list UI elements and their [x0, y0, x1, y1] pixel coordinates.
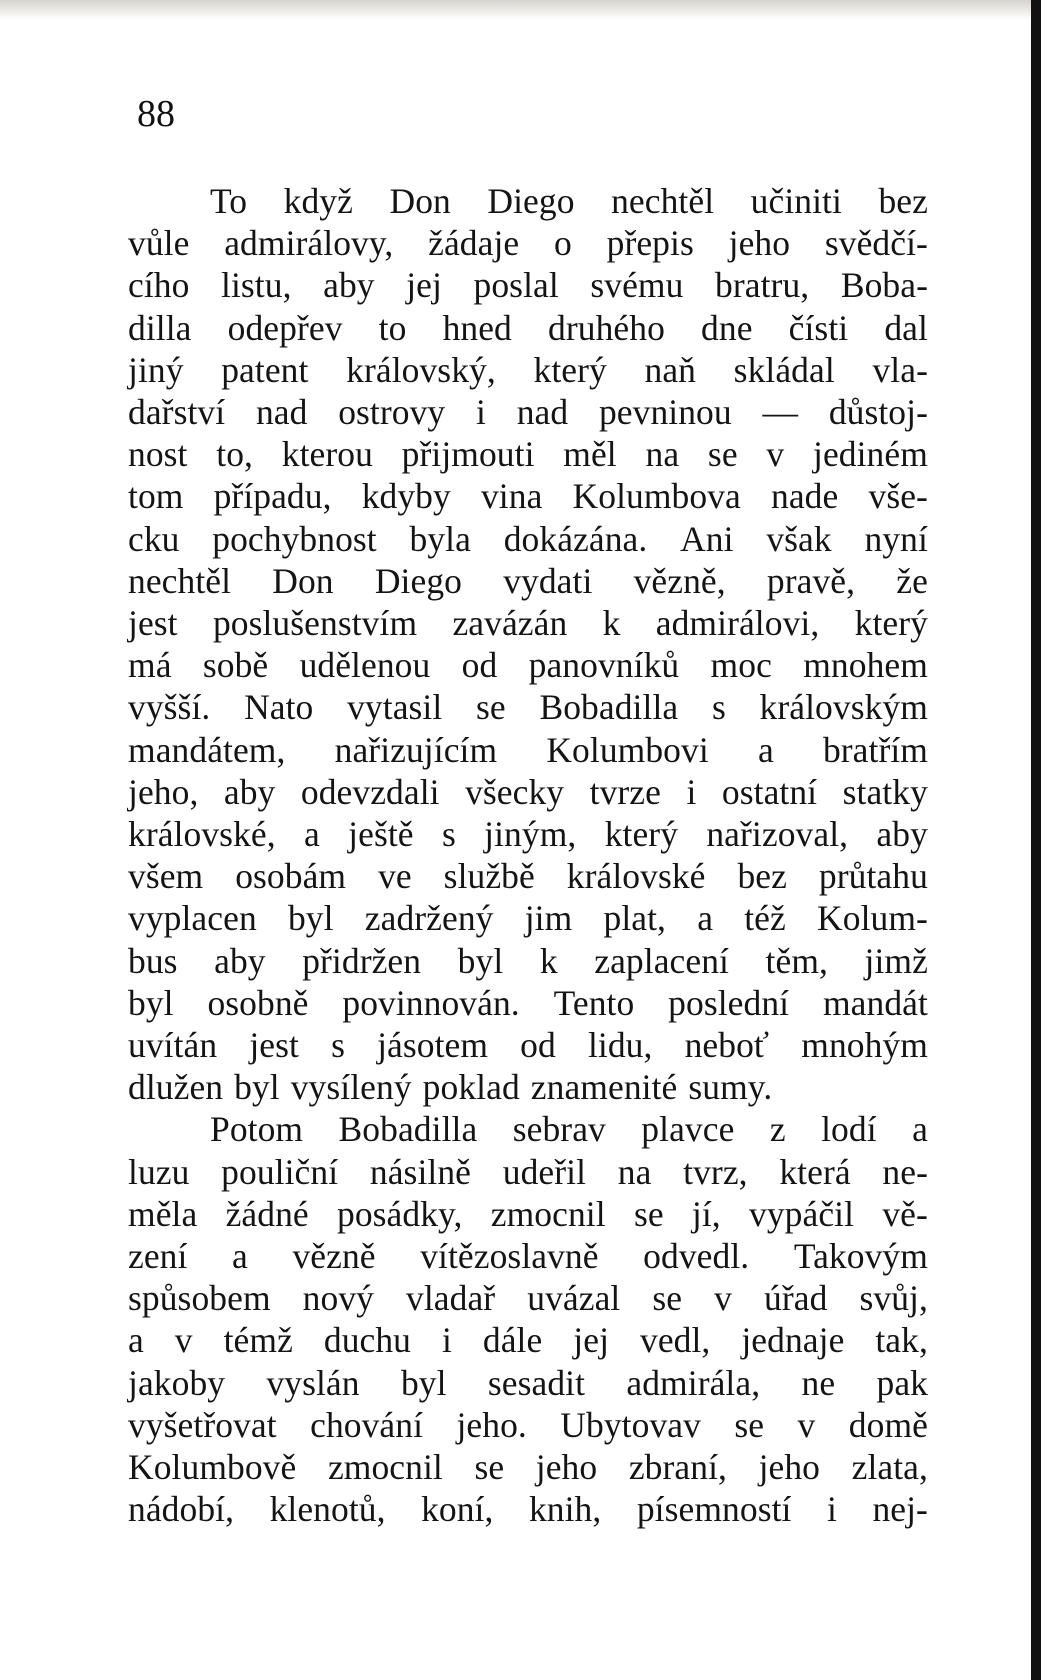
text-line — [128, 1362, 928, 1404]
word: k — [539, 940, 558, 981]
word: naň — [644, 349, 696, 390]
word: svůj, — [859, 1278, 928, 1319]
word: tvrz, — [683, 1151, 748, 1192]
word: vedl, — [639, 1320, 711, 1361]
word: bez — [878, 181, 928, 221]
word: jej — [406, 265, 442, 306]
word: nad — [255, 392, 308, 433]
word: nařizujícím — [334, 729, 498, 770]
word: bus — [128, 940, 178, 981]
word: jim — [524, 898, 573, 939]
word: žádné — [225, 1193, 309, 1234]
text-line — [128, 940, 928, 982]
word: svědčí- — [824, 223, 928, 264]
word: plat, — [603, 898, 666, 939]
word: kdyby — [361, 476, 451, 517]
word: spůsobem — [128, 1278, 271, 1319]
word: pak — [876, 1362, 928, 1403]
word: mandát — [822, 982, 928, 1023]
text-line — [128, 349, 928, 391]
text-line — [128, 602, 928, 644]
word: sumy. — [688, 1067, 773, 1108]
word: vězně — [292, 1236, 376, 1277]
word: nej- — [872, 1489, 928, 1530]
word: jeho — [535, 1447, 598, 1488]
word: na — [617, 1151, 652, 1192]
word: službě — [443, 856, 535, 897]
word: z — [769, 1109, 786, 1150]
text-line — [128, 1235, 928, 1277]
word: Nato — [244, 687, 314, 728]
word: zmocnil — [327, 1447, 443, 1488]
word: chování — [310, 1404, 424, 1445]
word: v — [766, 434, 785, 475]
word: lidu, — [587, 1025, 653, 1066]
word: luzu — [128, 1151, 190, 1192]
word: vysílený — [290, 1067, 412, 1108]
word: že — [896, 560, 928, 601]
word: vyšší. — [128, 687, 211, 728]
word: mandátem, — [128, 729, 286, 770]
word: ne- — [882, 1151, 928, 1192]
word: jeho. — [456, 1404, 527, 1445]
word: se — [707, 434, 738, 475]
word: kterou — [281, 434, 373, 475]
word: královským — [759, 687, 928, 728]
text-line — [128, 307, 928, 349]
word: zbraní, — [628, 1447, 727, 1488]
word: poslal — [473, 265, 559, 306]
word: admirálovy, — [224, 223, 394, 264]
word: zmocnil — [490, 1193, 606, 1234]
word: nařizoval, — [706, 814, 849, 855]
text-line — [128, 1446, 928, 1488]
word: plavce — [641, 1109, 735, 1150]
word: Tento — [553, 982, 635, 1023]
text-line — [128, 180, 928, 222]
word: všem — [128, 856, 204, 897]
word: vě- — [882, 1193, 928, 1234]
word: od — [461, 645, 498, 686]
word: dlužen — [128, 1067, 224, 1108]
word: byl — [457, 940, 504, 981]
word: panovníků — [528, 645, 680, 686]
word: měl — [563, 434, 617, 475]
word: nost — [128, 434, 188, 475]
word: odvedl. — [643, 1236, 750, 1277]
word: odevzdali — [300, 771, 440, 812]
text-line — [128, 475, 928, 517]
word: ostatní — [721, 771, 818, 812]
text-line — [128, 1193, 928, 1235]
word: nový — [302, 1278, 374, 1319]
text-line — [128, 1066, 928, 1108]
word: poklad — [422, 1067, 520, 1108]
word: mnohem — [803, 645, 928, 686]
word: hned — [442, 307, 512, 348]
word: učiniti — [750, 181, 842, 221]
word: tak, — [875, 1320, 928, 1361]
word: jásotem — [377, 1025, 489, 1066]
word: Kolum- — [817, 898, 928, 939]
word: žádaje — [428, 223, 520, 264]
word: byl — [234, 1067, 280, 1108]
word: byla — [409, 518, 471, 559]
word: listu, — [221, 265, 292, 306]
word: zavázán — [452, 603, 568, 644]
word: neboť — [684, 1025, 770, 1066]
word: se — [474, 1447, 505, 1488]
word: sebrav — [512, 1109, 606, 1150]
word: mnohým — [801, 1025, 928, 1066]
text-line — [128, 1319, 928, 1361]
word: jeho — [758, 1447, 821, 1488]
word: měla — [128, 1193, 198, 1234]
word: důstoj- — [828, 392, 928, 433]
word: v — [714, 1278, 733, 1319]
word: cku — [128, 518, 180, 559]
word: ještě — [348, 814, 414, 855]
word: lodí — [821, 1109, 877, 1150]
word: který — [533, 349, 607, 390]
word: i — [826, 1489, 837, 1530]
word: ne — [801, 1362, 836, 1403]
word: vězně, — [633, 560, 726, 601]
word: Takovým — [793, 1236, 928, 1277]
word: Boba- — [840, 265, 928, 306]
word: s — [441, 814, 456, 855]
word: čísti — [788, 307, 849, 348]
word: jediném — [813, 434, 928, 475]
word: pochybnost — [212, 518, 377, 559]
word: vydati — [503, 560, 593, 601]
word: to — [378, 307, 407, 348]
word: se — [633, 1193, 664, 1234]
word: byl — [400, 1362, 447, 1403]
text-line — [128, 686, 928, 728]
text-line — [128, 518, 928, 560]
word: osobám — [235, 856, 347, 897]
word: domě — [848, 1404, 928, 1445]
text-line — [128, 433, 928, 475]
word: též — [744, 898, 786, 939]
word: úřad — [764, 1278, 828, 1319]
word: když — [283, 181, 353, 221]
word: vladař — [406, 1278, 496, 1319]
word: dále — [482, 1320, 543, 1361]
word: přepis — [606, 223, 694, 264]
word: jej — [573, 1320, 610, 1361]
word: vítězoslavně — [420, 1236, 599, 1277]
word: pevninou — [598, 392, 732, 433]
word: na — [645, 434, 680, 475]
word: jiný — [128, 349, 184, 390]
word: přijmouti — [401, 434, 535, 475]
word: vyplacen — [128, 898, 257, 939]
word: vypáčil — [749, 1193, 855, 1234]
word: vyšetřovat — [128, 1404, 277, 1445]
word: sesadit — [487, 1362, 586, 1403]
word: o — [554, 223, 572, 264]
word: Kolumbovi — [546, 729, 709, 770]
word: sobě — [202, 645, 269, 686]
word: Ani — [680, 518, 734, 559]
word: a — [304, 814, 320, 855]
word: udělenou — [299, 645, 431, 686]
word: poslední — [668, 982, 790, 1023]
word: znamenité — [530, 1067, 678, 1108]
word: udeřil — [502, 1151, 587, 1192]
word: byl — [128, 982, 174, 1023]
word: nádobí, — [128, 1489, 235, 1530]
word: — — [762, 392, 799, 433]
word: dal — [884, 307, 928, 348]
word: koní, — [421, 1489, 494, 1530]
word: Ubytovav — [560, 1404, 701, 1445]
word: moc — [710, 645, 772, 686]
text-line — [128, 1108, 928, 1150]
word: admirála, — [626, 1362, 761, 1403]
word: knih, — [528, 1489, 602, 1530]
word: ve — [378, 856, 412, 897]
word: královský, — [346, 349, 496, 390]
word: dne — [701, 307, 753, 348]
word: vina — [480, 476, 543, 517]
page-number: 88 — [137, 93, 175, 135]
word: to, — [216, 434, 253, 475]
word: nad — [516, 392, 569, 433]
word: aby — [876, 814, 928, 855]
word: pouliční — [221, 1151, 339, 1192]
text-line — [128, 729, 928, 771]
word: a — [912, 1109, 928, 1150]
text-line — [128, 222, 928, 264]
word: královské — [566, 856, 706, 897]
body-text — [128, 180, 928, 1531]
word: s — [711, 687, 726, 728]
word: jeho, — [128, 771, 199, 812]
word: odepřev — [227, 307, 343, 348]
word: klenotů, — [269, 1489, 386, 1530]
word: Don — [389, 181, 451, 221]
word: k — [602, 603, 621, 644]
word: jakoby — [128, 1362, 226, 1403]
word: dilla — [128, 307, 192, 348]
word: královské, — [128, 814, 276, 855]
word: bratru, — [715, 265, 810, 306]
word: od — [520, 1025, 556, 1066]
word: jimž — [864, 940, 928, 981]
word: má — [128, 645, 172, 686]
word: dokázána. — [503, 518, 648, 559]
text-line — [128, 855, 928, 897]
word: skládal — [733, 349, 835, 390]
word: druhého — [548, 307, 665, 348]
word: který — [604, 814, 679, 855]
word: který — [854, 603, 928, 644]
word: však — [766, 518, 832, 559]
word: Diego — [374, 560, 462, 601]
word: svému — [590, 265, 684, 306]
word: jednaje — [741, 1320, 845, 1361]
text-line — [128, 982, 928, 1024]
word: a — [232, 1236, 248, 1277]
word: nade — [771, 476, 839, 517]
word: osobně — [207, 982, 309, 1023]
word: Bobadilla — [539, 687, 679, 728]
word: která — [779, 1151, 851, 1192]
word: nechtěl — [611, 181, 715, 221]
word: posádky, — [336, 1193, 463, 1234]
word: povinnován. — [342, 982, 520, 1023]
text-line — [128, 560, 928, 602]
word: aby — [214, 940, 266, 981]
word: se — [734, 1404, 765, 1445]
text-line — [128, 1277, 928, 1319]
text-line — [128, 644, 928, 686]
word: všecky — [465, 771, 565, 812]
word: pravě, — [766, 560, 856, 601]
word: zadržený — [364, 898, 494, 939]
text-line — [128, 813, 928, 855]
word: aby — [223, 771, 276, 812]
word: bez — [737, 856, 787, 897]
word: zení — [128, 1236, 188, 1277]
word: i — [476, 392, 486, 433]
word: jest — [249, 1025, 299, 1066]
word: Kolumbově — [128, 1447, 297, 1488]
word: ostrovy — [338, 392, 446, 433]
word: aby — [323, 265, 375, 306]
word: i — [441, 1320, 452, 1361]
word: písemností — [636, 1489, 792, 1530]
scan-edge-right — [1031, 0, 1041, 1680]
word: vytasil — [347, 687, 443, 728]
word: statky — [842, 771, 928, 812]
word: duchu — [323, 1320, 412, 1361]
text-line — [128, 897, 928, 939]
word: Don — [272, 560, 334, 601]
word: To — [210, 181, 248, 221]
word: byl — [287, 898, 334, 939]
word: jest — [128, 603, 178, 644]
scan-edge-top — [0, 0, 1041, 20]
word: jeho — [728, 223, 791, 264]
word: tvrze — [589, 771, 661, 812]
word: Potom — [210, 1109, 304, 1150]
word: témž — [223, 1320, 293, 1361]
word: přidržen — [302, 940, 422, 981]
text-line — [128, 1024, 928, 1066]
word: poslušenstvím — [212, 603, 418, 644]
word: nechtěl — [128, 560, 232, 601]
word: se — [652, 1278, 683, 1319]
word: zlata, — [851, 1447, 928, 1488]
word: Diego — [487, 181, 575, 221]
word: vůle — [128, 223, 190, 264]
word: těm, — [765, 940, 828, 981]
word: zaplacení — [594, 940, 729, 981]
word: vla- — [872, 349, 928, 390]
word: vše- — [868, 476, 928, 517]
word: Bobadilla — [338, 1109, 478, 1150]
word: a — [757, 729, 774, 770]
word: admirálovi, — [655, 603, 820, 644]
word: vyslán — [266, 1362, 360, 1403]
word: nyní — [864, 518, 928, 559]
word: dařství — [128, 392, 226, 433]
word: v — [174, 1320, 193, 1361]
word: případu, — [213, 476, 332, 517]
word: a — [697, 898, 714, 939]
word: v — [797, 1404, 816, 1445]
paragraph-1 — [128, 180, 928, 1108]
word: bratřím — [822, 729, 928, 770]
text-line — [128, 771, 928, 813]
word: i — [686, 771, 697, 812]
text-line — [128, 391, 928, 433]
word: uvázal — [527, 1278, 621, 1319]
word: tom — [128, 476, 184, 517]
word: se — [476, 687, 506, 728]
text-line — [128, 1151, 928, 1193]
word: cího — [128, 265, 190, 306]
word: násilně — [369, 1151, 472, 1192]
text-line — [128, 264, 928, 306]
word: jí, — [691, 1193, 721, 1234]
word: průtahu — [818, 856, 928, 897]
word: a — [128, 1320, 144, 1361]
text-line — [128, 1488, 928, 1530]
word: Kolumbova — [572, 476, 741, 517]
word: patent — [221, 349, 309, 390]
word: jiným, — [484, 814, 577, 855]
text-line — [128, 1404, 928, 1446]
word: s — [331, 1025, 345, 1066]
paragraph-2 — [128, 1108, 928, 1530]
word: uvítán — [128, 1025, 218, 1066]
